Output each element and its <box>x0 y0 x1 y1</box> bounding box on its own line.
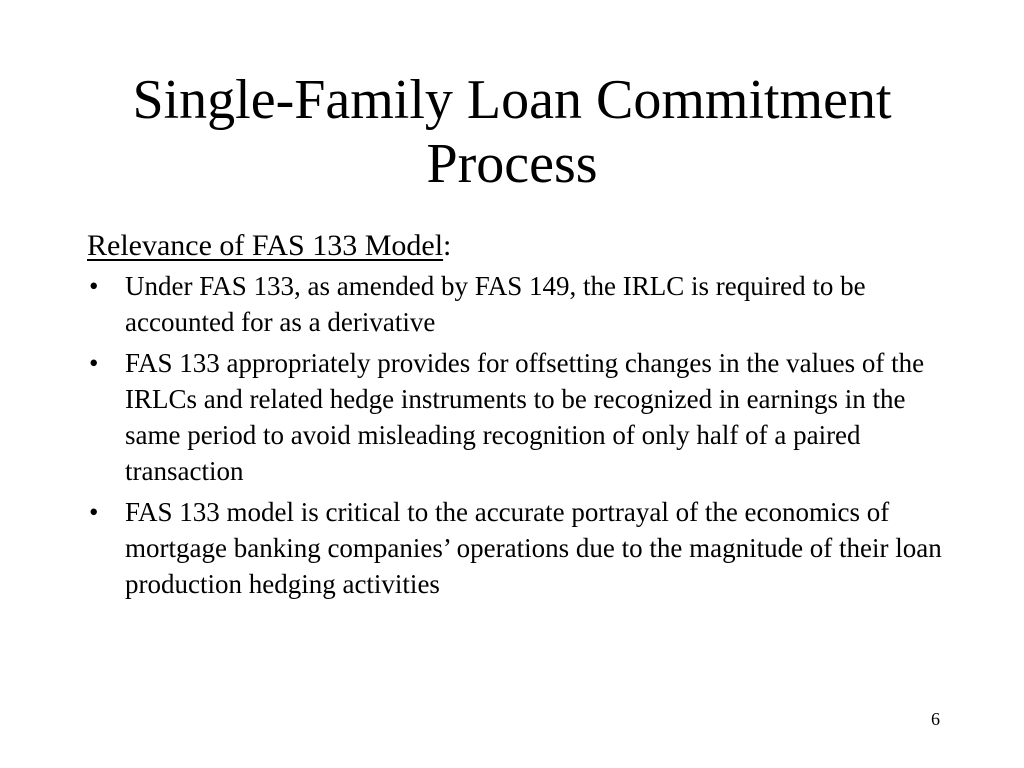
section-heading <box>87 226 957 266</box>
bullet-list <box>87 268 957 602</box>
bullet-text: FAS 133 appropriately provides for offsetting changes in the values of the IRLCs and related hedge instruments to be recognized in earnings in the same period to avoid misleading recognition of only half of a paired transaction <box>125 348 925 486</box>
bullet-icon: • <box>89 348 99 378</box>
section-heading-text: Relevance of FAS 133 Model <box>87 229 444 262</box>
bullet-text: FAS 133 model is critical to the accurate portrayal of the economics of mortgage banking companies’ operations due to the magnitude of their loan production hedging activities <box>125 497 942 599</box>
bullet-item <box>87 494 957 602</box>
bullet-icon: • <box>89 497 99 527</box>
bullet-icon: • <box>89 271 99 301</box>
bullet-item <box>87 268 957 340</box>
slide-body <box>87 226 957 607</box>
bullet-text: Under FAS 133, as amended by FAS 149, the IRLC is required to be accounted for as a derivative <box>125 271 866 337</box>
bullet-item <box>87 345 957 489</box>
page-number: 6 <box>931 709 940 729</box>
section-heading-colon: : <box>443 229 452 262</box>
slide-title: Single-Family Loan Commitment Process <box>132 69 892 195</box>
